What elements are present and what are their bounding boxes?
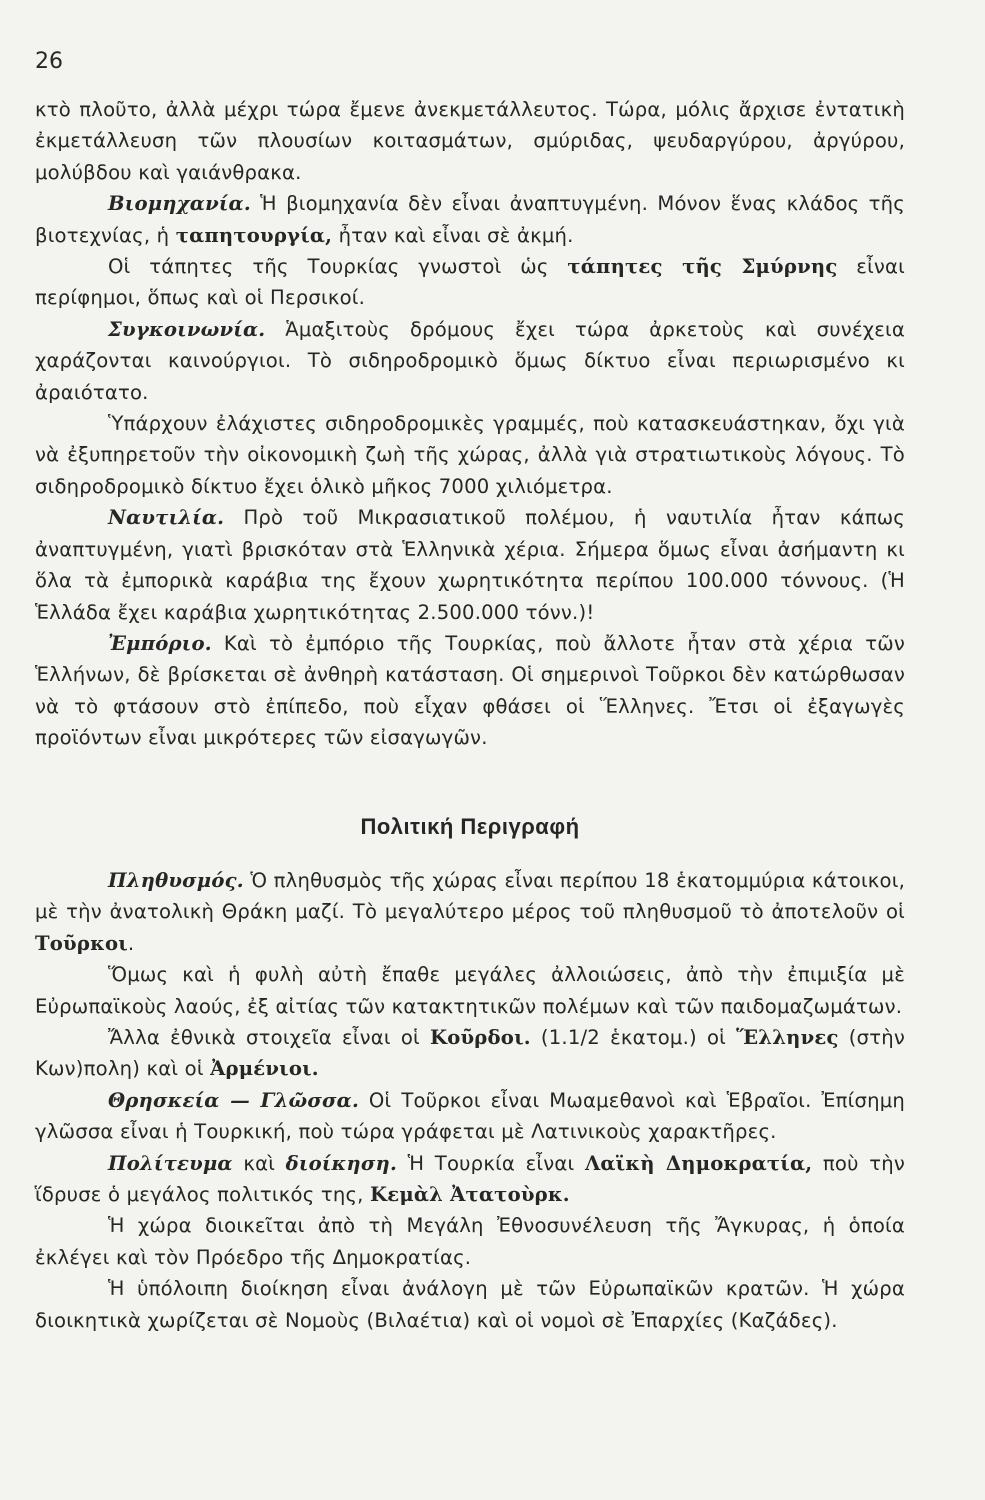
paragraph-ethnic-groups (35, 1022, 905, 1085)
paragraph-text: Ἡ ὑπόλοιπη διοίκηση εἶναι ἀνάλογη μὲ τῶν Εὐρωπαϊκῶν κρατῶν. Ἡ χώρα διοικητικὰ χωρίζεται σὲ Νομοὺς (Βιλαέτια) καὶ οἱ νομοὶ σὲ Ἐπαρχίες (Καζάδες). (35, 1277, 905, 1332)
page-number: 26 (35, 49, 63, 74)
paragraph-race (35, 959, 905, 1022)
paragraph-text: (στὴν Κων)πολη) καὶ οἱ (35, 1026, 905, 1081)
paragraph-industry (35, 188, 905, 251)
paragraph-text: Πρὸ τοῦ Μικρασιατικοῦ πολέμου, ἡ ναυτιλία ἦταν κάπως ἀναπτυγμένη, γιατὶ βρισκόταν στὰ Ἑλληνικὰ χέρια. Σήμερα ὅμως εἶναι ἀσήμαντη κι ὅλα τὰ ἐμπορικὰ καράβια της ἔχουν χωρητικότητα περίπου 100.000 τόννους. (Ἡ Ἑλλάδα ἔχει καράβια χωρητικότητας 2.500.000 τόνν.)! (35, 506, 905, 624)
paragraph-text: Ἡ βιομηχανία δὲν εἶναι ἀναπτυγμένη. Μόνον ἕνας κλάδος τῆς βιοτεχνίας, ἡ (35, 192, 905, 247)
transport-heading: Συγκοινωνία. (108, 317, 266, 341)
paragraph-government (35, 1148, 905, 1211)
section-heading: Πολιτική Περιγραφή (360, 814, 580, 839)
religion-heading: Θρησκεία — Γλῶσσα. (108, 1088, 359, 1112)
industry-heading: Βιομηχανία. (108, 192, 251, 216)
paragraph-text: Ὅμως καὶ ἡ φυλὴ αὐτὴ ἔπαθε μεγάλες ἀλλοιώσεις, ἀπὸ τὴν ἐπιμιξία μὲ Εὐρωπαϊκοὺς λαούς, ἐξ αἰτίας τῶν κατακτητικῶν πολέμων καὶ τῶν παιδομαζωμάτων. (35, 963, 905, 1018)
paragraph-administration (35, 1273, 905, 1336)
emphasis-armenians: Ἀρμένιοι. (210, 1057, 319, 1081)
emphasis-ataturk: Κεμὰλ Ἀτατοὺρκ. (370, 1183, 570, 1207)
paragraph-text: Ὁ πληθυσμὸς τῆς χώρας εἶναι περίπου 18 ἑκατομμύρια κάτοικοι, μὲ τὴν ἀνατολικὴ Θράκη μαζί. Τὸ μεγαλύτερο μέρος τοῦ πληθυσμοῦ τὸ ἀποτελοῦν οἱ (35, 869, 905, 924)
paragraph-text: Οἱ Τοῦρκοι εἶναι Μωαμεθανοὶ καὶ Ἑβραῖοι. Ἐπίσημη γλῶσσα εἶναι ἡ Τουρκική, ποὺ τώρα γράφεται μὲ Λατινικοὺς χαρακτῆρες. (35, 1088, 905, 1144)
administration-heading: διοίκηση. (285, 1151, 397, 1175)
paragraph-text: ποὺ τὴν ἵδρυσε ὁ μεγάλος πολιτικός της, (35, 1151, 905, 1207)
paragraph-text: Ἡ χώρα διοικεῖται ἀπὸ τὴ Μεγάλη Ἐθνοσυνέλευση τῆς Ἄγκυρας, ἡ ὁποία ἐκλέγει καὶ τὸν Πρόεδρο τῆς Δημοκρατίας. (35, 1214, 905, 1269)
paragraph-railways (35, 408, 905, 502)
paragraph-religion (35, 1085, 905, 1148)
paragraph-mining (35, 94, 905, 188)
emphasis-greeks: Ἕλληνες (736, 1026, 839, 1050)
paragraph-population (35, 865, 905, 959)
emphasis-carpet-making: ταπητουργία, (175, 223, 333, 247)
shipping-heading: Ναυτιλία. (108, 506, 225, 530)
paragraph-text: ἦταν καὶ εἶναι σὲ ἀκμή. (332, 223, 574, 247)
trade-heading: Ἐμπόριο. (108, 631, 212, 655)
paragraph-carpets (35, 251, 905, 314)
emphasis-smyrna-carpets: τάπητες τῆς Σμύρνης (567, 255, 838, 279)
paragraph-text: Καὶ τὸ ἐμπόριο τῆς Τουρκίας, ποὺ ἄλλοτε ἦταν στὰ χέρια τῶν Ἑλλήνων, δὲ βρίσκεται σὲ ἀνθηρὴ κατάσταση. Οἱ σημερινοὶ Τοῦρκοι δὲν κατώρθωσαν νὰ τὸ φτάσουν στὸ ἐπίπεδο, ποὺ εἶχαν φθάσει οἱ Ἕλληνες. Ἔτσι οἱ ἐξαγωγὲς προϊόντων εἶναι μικρότερες τῶν εἰσαγωγῶν. (35, 631, 905, 750)
paragraph-trade (35, 628, 905, 754)
paragraph-assembly (35, 1210, 905, 1273)
paragraph-shipping (35, 502, 905, 628)
paragraph-text: κτὸ πλοῦτο, ἀλλὰ μέχρι τώρα ἔμενε ἀνεκμετάλλευτος. Τώρα, μόλις ἄρχισε ἐντατικὴ ἐκμετάλλευση τῶν πλουσίων κοιτασμάτων, σμύριδας, ψευδαργύρου, ἀργύρου, μολύβδου καὶ γαιάνθρακα. (35, 98, 905, 184)
population-heading: Πληθυσμός. (108, 869, 244, 892)
emphasis-turks: Τοῦρκοι (35, 931, 128, 955)
politics-text-block (35, 865, 905, 1336)
emphasis-republic: Λαϊκὴ Δημοκρατία, (584, 1151, 813, 1175)
paragraph-text: Ἄλλα ἐθνικὰ στοιχεῖα εἶναι οἱ (108, 1026, 431, 1050)
emphasis-kurds: Κοῦρδοι. (430, 1026, 531, 1050)
paragraph-text: καὶ (232, 1151, 286, 1175)
paragraph-text: . (127, 931, 135, 955)
economy-text-block (35, 94, 905, 754)
paragraph-text: Ὑπάρχουν ἐλάχιστες σιδηροδρομικὲς γραμμές, ποὺ κατασκευάστηκαν, ὄχι γιὰ νὰ ἐξυπηρετοῦν τὴν οἰκονομικὴ ζωὴ τῆς χώρας, ἀλλὰ γιὰ στρατιωτικοὺς λόγους. Τὸ σιδηροδρομικὸ δίκτυο ἔχει ὁλικὸ μῆκος 7000 χιλιόμετρα. (35, 412, 905, 498)
paragraph-transport (35, 314, 905, 408)
paragraph-text: Ἁμαξιτοὺς δρόμους ἔχει τώρα ἀρκετοὺς καὶ συνέχεια χαράζονται καινούργιοι. Τὸ σιδηροδρομικὸ ὅμως δίκτυο εἶναι περιωρισμένο κι ἀραιότατο. (35, 317, 905, 404)
paragraph-text: Οἱ τάπητες τῆς Τουρκίας γνωστοὶ ὡς (108, 255, 568, 279)
paragraph-text: εἶναι περίφημοι, ὅπως καὶ οἱ Περσικοί. (35, 255, 905, 310)
paragraph-text: (1.1/2 ἑκατομ.) οἱ (530, 1026, 737, 1050)
government-heading: Πολίτευμα (108, 1151, 233, 1175)
paragraph-text: Ἡ Τουρκία εἶναι (397, 1151, 585, 1175)
